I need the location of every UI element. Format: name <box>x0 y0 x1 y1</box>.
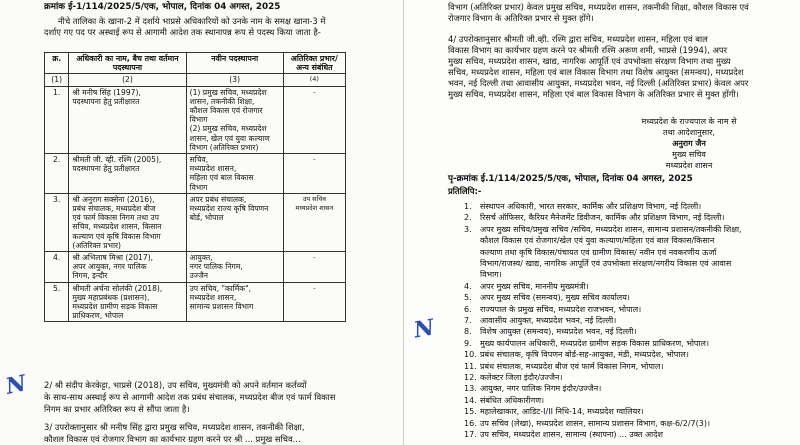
para-4-line-4: सचिव, मध्यप्रदेश शासन, महिला एवं बाल विकास विभाग तथा विशेष आयुक्त (समन्वय), मध्यप्रदेश <box>448 67 744 77</box>
copy-list-item <box>464 213 724 223</box>
signature-line: तथा आदेशानुसार, <box>663 128 715 137</box>
table-row <box>45 193 346 251</box>
officer-cell: श्रीमती जी. व्ही. रश्मि (2005), पदस्थापना हेतु प्रतीक्षारत <box>69 154 186 194</box>
new-post-cell: अपर प्रबंध संचालक, मध्यप्रदेश राज्य कृषि विपणन बोर्ड, भोपाल <box>186 193 283 251</box>
copy-list-item <box>464 339 709 349</box>
row-num: 4. <box>45 252 69 283</box>
copy-list-item <box>464 270 502 280</box>
copy-list-item <box>464 236 714 246</box>
copy-list-item <box>464 430 663 440</box>
list-text: उप सचिव, मध्यप्रदेश शासन, सामान्य (स्थापना) ... उक्त आदेश <box>480 430 663 439</box>
list-text: प्रबंध संचालक, कृषि विपणन बोर्ड-सह-आयुक्त, मंडी, मध्यप्रदेश, भोपाल। <box>480 350 689 360</box>
copy-list-item <box>464 384 601 394</box>
list-number: 17. <box>464 430 477 439</box>
row-num: 2. <box>45 154 69 194</box>
order-header: क्रमांक ई-1/114/2025/5/एक, भोपाल, दिनांक 04 अगस्त, 2025 <box>44 2 281 12</box>
copy-list-item <box>464 373 562 383</box>
list-number: 5. <box>464 293 472 303</box>
col-header-new-post: नवीन पदस्थापना <box>186 53 283 74</box>
copy-list-item <box>464 362 663 372</box>
signatory-title: मुख्य सचिव <box>672 150 706 159</box>
para-2-line-1: 2/ श्री संदीप केरकेट्टा, भाप्रसे (2018), उप सचिव, मुख्यमंत्री को अपने वर्तमान कर्तव्यों <box>44 380 307 390</box>
list-number: 14. <box>464 395 477 405</box>
para-3-line-2: कौशल विकास एवं रोजगार विभाग का कार्यभार ग्रहण करने पर श्री ... प्रमुख सचिव... <box>44 434 301 444</box>
list-number: 1. <box>464 202 472 211</box>
new-post-cell: उप सचिव, "कार्मिक", मध्यप्रदेश शासन, सामान्य प्रशासन विभाग <box>186 282 283 322</box>
column-number-row <box>45 74 346 86</box>
list-text: अपर मुख्य सचिव (समन्वय), मुख्य सचिव कार्यालय। <box>480 293 630 303</box>
list-number: 16. <box>464 418 477 428</box>
extra-cell: - <box>283 252 345 283</box>
extra-cell: उप सचिव मध्यप्रदेश शासन <box>283 193 345 251</box>
para-4-line-5: भवन, नई दिल्ली तथा आवासीय आयुक्त, मध्यप्रदेश भवन, नई दिल्ली (अतिरिक्त प्रभार) केवल अपर <box>448 78 749 88</box>
postings-table <box>44 52 346 322</box>
officer-cell: श्री मनीष सिंह (1997), पदस्थापना हेतु प्रतीक्षारत <box>69 86 186 153</box>
list-text: मुख्य कार्यपालन अधिकारी, मध्यप्रदेश ग्रामीण सड़क विकास प्राधिकरण, भोपाल। <box>480 338 709 348</box>
para-4-line-3: मुख्य सचिव, मध्यप्रदेश शासन, खाद्य, नागरिक आपूर्ति एवं उपभोक्ता संरक्षण विभाग तथा मुख्य <box>448 56 731 66</box>
copy-list-item <box>464 282 589 292</box>
new-post-cell: आयुक्त, नगर पालिक निगम, उज्जैन <box>186 252 283 283</box>
right-page <box>404 0 800 445</box>
extra-cell: - <box>283 154 345 194</box>
para-4-line-1: 4/ उपरोक्तानुसार श्रीमती जी.व्ही. रश्मि द्वारा सचिव, मध्यप्रदेश शासन, महिला एवं बाल <box>448 34 708 44</box>
list-text: महालेखाकार, आडिट-I/II निधि-14, मध्यप्रदेश ग्वालियर। <box>480 407 644 417</box>
intro-line-1: नीचे तालिका के खाना-2 में दर्शाये भाप्रसे अधिकारियों को उनके नाम के समक्ष खाना-3 में <box>58 16 326 26</box>
col-number: (4) <box>283 74 345 86</box>
officer-cell: श्री अभिलाष मिश्रा (2017), अपर आयुक्त, नगर पालिक निगम, इन्दौर <box>69 252 186 283</box>
signatory-office: मध्यप्रदेश शासन <box>665 161 713 170</box>
list-number: 12. <box>464 373 477 382</box>
signatory-name: अनुराग जैन <box>672 139 706 148</box>
row-num: 3. <box>45 193 69 251</box>
list-text: कलेक्टर जिला इंदौर/उज्जैन। <box>480 373 563 382</box>
list-text: अपर मुख्य सचिव, माननीय मुख्यमंत्री। <box>480 281 589 291</box>
signature-line: मध्यप्रदेश के राज्यपाल के नाम से <box>641 117 737 126</box>
list-number: 3. <box>464 224 472 234</box>
row-num: 1. <box>45 86 69 153</box>
copy-list-item <box>464 225 742 235</box>
copy-list-item <box>464 419 710 429</box>
new-post-cell: (1) प्रमुख सचिव, मध्यप्रदेश शासन, तकनीकी शिक्षा, कौशल विकास एवं रोजगार विभाग (2) प्रमुख सचिव, मध्यप्रदेश शासन, खेल एवं युवा कल्याण विभाग (अतिरिक्त प्रभार) <box>186 86 283 153</box>
para-3-line-1: 3/ उपरोक्तानुसार श्री मनीष सिंह द्वारा प्रमुख सचिव, मध्यप्रदेश शासन, तकनीकी शिक्षा, <box>44 422 305 432</box>
list-text: प्रबंध संचालक, मध्यप्रदेश बीज एवं फार्म विकास निगम, भोपाल। <box>480 361 664 371</box>
table-row <box>45 282 346 322</box>
list-number: 6. <box>464 304 472 314</box>
copy-list-item <box>464 396 544 406</box>
copy-list-item <box>464 327 637 337</box>
extra-cell: - <box>283 86 345 153</box>
table-row <box>45 154 346 194</box>
row-num: 5. <box>45 282 69 322</box>
copy-to-label: प्रतिलिपि:- <box>448 186 482 196</box>
list-number: 13. <box>464 384 477 394</box>
list-text: विभाग। <box>480 270 502 280</box>
copy-list-item <box>464 259 731 269</box>
copy-list-item <box>464 305 641 315</box>
col-number: (1) <box>45 74 69 86</box>
col-header-officer: अधिकारी का नाम, बैच तथा वर्तमान पदस्थापना <box>69 53 186 74</box>
list-text: उप सचिव (लेखा), मध्यप्रदेश शासन, सामान्य प्रशासन विभाग, कक्ष-6/2/7(3)। <box>480 418 710 428</box>
list-text: आयुक्त, नगर पालिक निगम इंदौर/उज्जैन। <box>480 384 602 394</box>
col-number: (3) <box>186 74 283 86</box>
table-header-row <box>45 53 346 74</box>
officer-cell: श्रीमती अर्चना सोलंकी (2018), मुख्य महाप्रबंधक (प्रशासन), मध्यप्रदेश ग्रामीण सड़क विकास प्राधिकरण, भोपाल <box>69 282 186 322</box>
list-text: रिसर्च ऑफिसर, कैरियर मैनेजमेंट डिवीजन, कार्मिक और प्रशिक्षण विभाग, नई दिल्ली। <box>480 213 725 223</box>
copy-list-item <box>464 407 644 417</box>
col-header-num: क्र. <box>45 53 69 74</box>
list-number: 7. <box>464 316 472 325</box>
list-text: आवासीय आयुक्त, मध्यप्रदेश भवन, नई दिल्ली। <box>480 316 617 325</box>
list-text: विभाग/राजस्व/ खाद्य, नागरिक आपूर्ति एवं उपभोक्ता संरक्षण/नगरीय विकास एवं आवास <box>480 259 732 268</box>
signature-block <box>614 116 764 171</box>
top-line-1: विभाग (अतिरिक्त प्रभार) केवल प्रमुख सचिव, मध्यप्रदेश शासन, तकनीकी शिक्षा, कौशल विकास एवं <box>448 2 749 12</box>
list-number: 2. <box>464 213 472 223</box>
intro-line-2: दर्शाए गए पद पर अस्थाई रूप से आगामी आदेश तक स्थानापन्न रूप से पदस्थ किया जाता है- <box>44 27 321 37</box>
handwritten-mark: N <box>3 370 29 400</box>
endorsement-header: पृ-क्रमांक ई.1/114/2025/5/एक, भोपाल, दिनांक 04 अगस्त, 2025 <box>448 174 693 184</box>
table-row <box>45 252 346 283</box>
copy-list-item <box>464 350 689 360</box>
list-text: कल्याण तथा कृषि विकास/पंचायत एवं ग्रामीण विकास/ नवीन एवं नवकरणीय ऊर्जा <box>480 247 717 257</box>
para-4-line-6: मुख्य सचिव, मध्यप्रदेश शासन, महिला एवं बाल विकास विभाग के अतिरिक्त प्रभार से मुक्त होंगी। <box>448 89 739 99</box>
top-line-2: रोजगार विभाग के अतिरिक्त प्रभार से मुक्त होंगे। <box>448 13 594 23</box>
list-text: अपर मुख्य सचिव/प्रमुख सचिव /सचिव, मध्यप्रदेश शासन, सामान्य प्रशासन/तकनीकी शिक्षा, <box>480 224 742 234</box>
para-4-line-2: विकास विभाग का कार्यभार ग्रहण करने पर श्रीमती रश्मि अरूण शमी, भाप्रसे (1994), अपर <box>448 45 728 55</box>
para-2-line-3: निगम का प्रभार अतिरिक्त रूप से सौंपा जाता है। <box>44 404 190 414</box>
para-2-line-2: के साथ-साथ अस्थाई रूप से आगामी आदेश तक प्रबंध संचालक, मध्यप्रदेश बीज एवं फार्म विकास <box>44 392 336 402</box>
copy-list-item <box>464 248 716 258</box>
copy-list-item <box>464 316 616 326</box>
list-text: विशेष आयुक्त (समन्वय), मध्यप्रदेश भवन, नई दिल्ली। <box>480 327 637 337</box>
list-number: 8. <box>464 327 472 337</box>
handwritten-mark: N <box>411 314 437 344</box>
officer-cell: श्री अनुराग सक्सेना (2016), प्रबंध संचालक, मध्यप्रदेश बीज एवं फार्म विकास निगम तथा उप सचिव, मध्यप्रदेश शासन, किसान कल्याण एवं कृषि विकास विभाग (अतिरिक्त प्रभार) <box>69 193 186 251</box>
col-number: (2) <box>69 74 186 86</box>
list-number: 10. <box>464 350 477 360</box>
list-text: कौशल विकास एवं रोजगार/खेल एवं युवा कल्याण/महिला एवं बाल विकास/किसान <box>480 236 715 246</box>
copy-list-item <box>464 202 701 212</box>
extra-cell: - <box>283 282 345 322</box>
list-number: 9. <box>464 338 472 348</box>
list-text: संबंधित अधिकारीगण। <box>480 395 545 405</box>
new-post-cell: सचिव, मध्यप्रदेश शासन, महिला एवं बाल विकास विभाग <box>186 154 283 194</box>
col-header-extra: अतिरिक्त प्रभार/अन्य संबंधित <box>283 53 345 74</box>
list-number: 4. <box>464 281 472 291</box>
list-text: संस्थापन अधिकारी, भारत सरकार, कार्मिक और प्रशिक्षण विभाग, नई दिल्ली। <box>480 202 702 211</box>
list-number: 15. <box>464 407 477 417</box>
table-row <box>45 86 346 153</box>
copy-list-item <box>464 293 630 303</box>
list-number: 11. <box>464 361 477 371</box>
list-text: राज्यपाल के प्रमुख सचिव, मध्यप्रदेश राजभवन, भोपाल। <box>480 304 642 314</box>
